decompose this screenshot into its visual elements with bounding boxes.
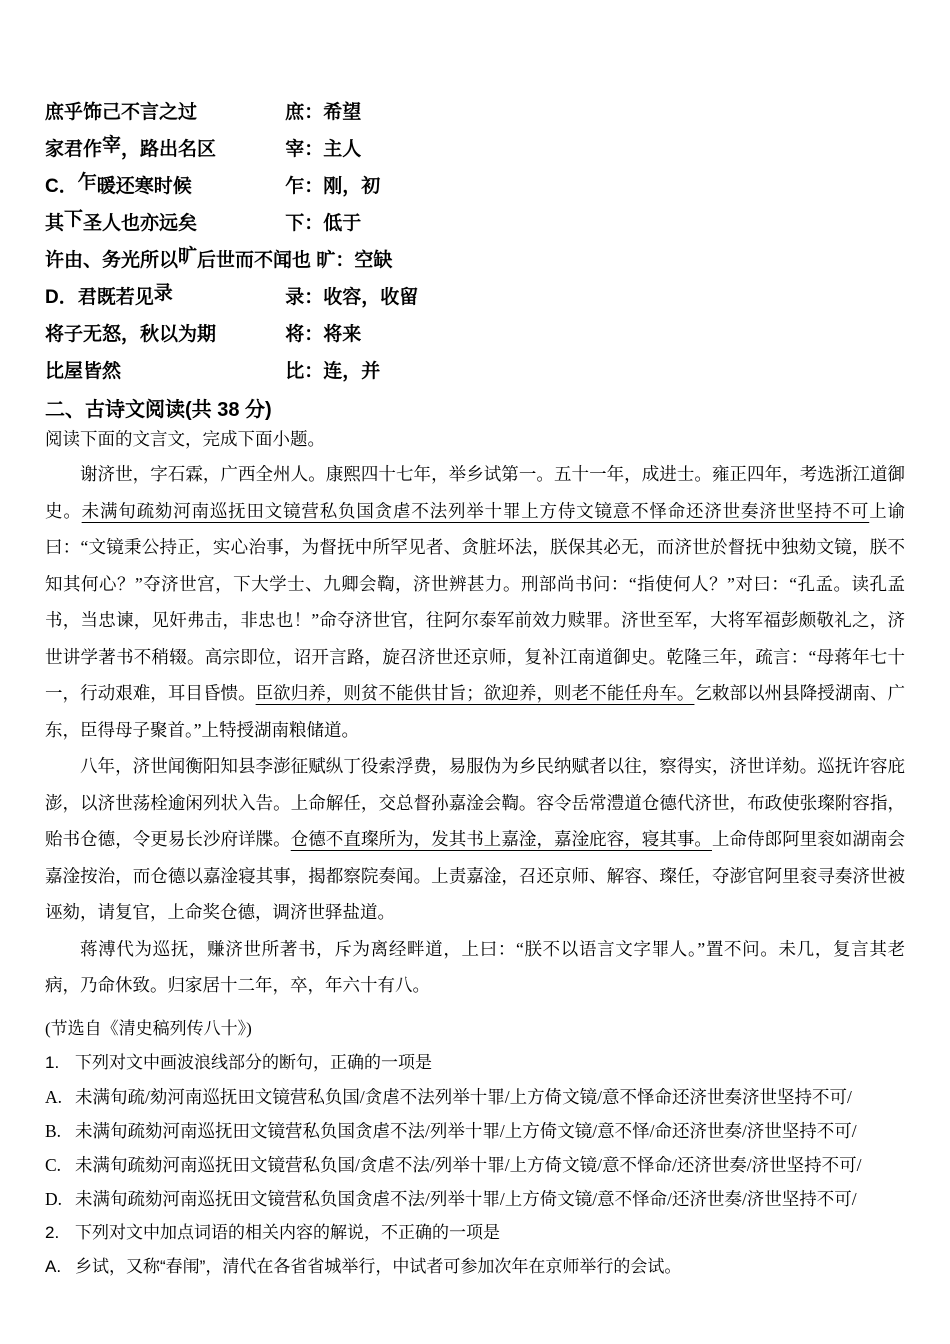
passage-segment: 八年，济世闻衡阳知县李澎征赋纵丁役索浮费，易服伪为乡民纳赋者以往，察得实，济世详劾。巡抚许容庇澎，以济世荡栓逾闲列状入告。上命解任，交总督孙嘉淦会鞫。容令岳常澧道仓德代济世，布政使张璨附容指，贻书仓德，令更易长沙府详牒。	[45, 756, 905, 849]
phrase-pre: D．君既若见	[45, 287, 154, 308]
passage-paragraph-1	[45, 456, 905, 748]
gloss-text: 旷：空缺	[316, 250, 393, 271]
option-label: B.	[45, 1120, 62, 1141]
phrase-pre: 比屋皆然	[45, 361, 122, 382]
phrase-keyword: 下	[64, 209, 84, 230]
underlined-passage-segment: 未满旬疏劾河南巡抚田文镜营私负国贪虐不法列举十罪上方侍文镜意不怿命还济世奏济世坚持不可	[81, 500, 870, 521]
option-label: D.	[45, 1188, 63, 1209]
phrase-post: 圣人也亦远矣	[83, 213, 198, 234]
section-heading: 二、古诗文阅读(共 38 分)	[45, 399, 272, 421]
option-text: 未满旬疏劾河南巡抚田文镜营私负国贪虐不法/列举十罪/上方倚文镜/意不怿命/还济世奏/济世坚持不可/	[75, 1188, 857, 1209]
phrase-post: 暖还寒时候	[96, 176, 192, 197]
option-text: 未满旬疏/劾河南巡抚田文镜营私负国/贪虐不法列举十罪/上方倚文镜/意不怿命还济世奏济世坚持不可/	[75, 1086, 852, 1107]
passage-source: (节选自《清史稿列传八十》)	[45, 1018, 252, 1038]
gloss-text: 比：连，并	[285, 361, 381, 382]
passage-segment: 上谕曰：“文镜秉公持正，实心治事，为督抚中所罕见者、贪脏坏法，朕保其必无，而济世於督抚中独劾文镜，朕不知其何心？”夺济世宫，下大学士、九卿会鞫，济世辨甚力。刑部尚书问：“指使何人？”对曰：“孔孟。读孔孟书，当忠谏，见奸弗击，非忠也！”命夺济世官，往阿尔泰军前效力赎罪。济世至军，大将军福彭颇敬礼之，济世讲学著书不稍辍。高宗即位，诏开言路，旋召济世还京师，复补江南道御史。乾隆三年，疏言：“母蒋年七十一，行动艰难，耳目昏愦。	[45, 500, 906, 703]
gloss-row	[45, 242, 905, 279]
gloss-row	[45, 94, 905, 131]
phrase-text	[45, 205, 280, 242]
phrase-post: 后世而不闻也	[197, 250, 312, 271]
underlined-passage-segment: 仓德不直璨所为，发其书上嘉淦，嘉淦庇容，寝其事。	[290, 829, 712, 849]
phrase-text	[45, 279, 280, 316]
option-label: C.	[45, 1154, 62, 1175]
question-1-stem	[45, 1046, 905, 1080]
phrase-pre: 庶乎饰己不言之过	[45, 102, 198, 123]
gloss-row	[45, 316, 905, 353]
question-stem-text: 下列对文中画波浪线部分的断句，正确的一项是	[75, 1052, 432, 1072]
phrase-text	[45, 131, 280, 168]
gloss-row	[45, 131, 905, 168]
phrase-post: ，路出名区	[121, 139, 217, 160]
passage-segment: 乞敕部以州县降授湖南、广东，臣得母子聚首。”上特授湖南粮储道。	[45, 683, 906, 740]
gloss-text: 将：将来	[285, 324, 362, 345]
gloss-text: 庶：希望	[285, 102, 362, 123]
section-intro: 阅读下面的文言文，完成下面小题。	[45, 429, 325, 449]
gloss-row	[45, 205, 905, 242]
passage-paragraph-2	[45, 748, 905, 931]
phrase-text	[45, 94, 280, 131]
underlined-passage-segment: 臣欲归养，则贫不能供甘旨；欲迎养，则老不能任舟车。	[255, 683, 695, 703]
gloss-text: 乍：刚，初	[285, 176, 381, 197]
option-label: A.	[45, 1086, 63, 1107]
question-1-option-a	[45, 1080, 905, 1114]
classical-passage	[45, 456, 905, 1004]
phrase-text	[45, 316, 280, 353]
phrase-pre: 许由、务光所以	[45, 250, 179, 271]
gloss-text: 宰：主人	[285, 139, 362, 160]
passage-segment: 蒋溥代为巡抚，赚济世所著书，斥为离经畔道，上曰：“朕不以语言文字罪人。”置不问。未几，复言其老病，乃命休致。归家居十二年，卒，年六十有八。	[45, 938, 905, 995]
gloss-row	[45, 353, 905, 390]
passage-segment: 谢济世，字石霖，广西全州人。康熙四十七年，举乡试第一。五十一年，成进士。雍正四年，考选浙江道御史。	[45, 464, 905, 521]
option-label: A.	[45, 1256, 62, 1276]
question-2-stem	[45, 1216, 905, 1250]
phrase-pre: 其	[45, 213, 65, 234]
gloss-row-option-c	[45, 168, 905, 205]
phrase-pre: 家君作	[45, 139, 103, 160]
gloss-text: 录：收容，收留	[285, 287, 419, 308]
option-text: 未满旬疏劾河南巡抚田文镜营私负国/贪虐不法/列举十罪/上方倚文镜/意不怿命/还济世奏/济世坚持不可/	[75, 1154, 862, 1175]
phrase-pre: C．	[45, 176, 78, 197]
gloss-options-block	[45, 94, 905, 390]
question-number: 1.	[45, 1052, 60, 1072]
question-number: 2.	[45, 1222, 60, 1242]
option-text: 乡试，又称“春闱”，清代在各省省城举行，中试者可参加次年在京师举行的会试。	[75, 1256, 682, 1276]
phrase-keyword: 旷	[178, 246, 198, 267]
question-2-option-a	[45, 1250, 905, 1284]
phrase-keyword: 乍	[77, 172, 97, 193]
question-1-option-c	[45, 1148, 905, 1182]
question-stem-text: 下列对文中加点词语的相关内容的解说，不正确的一项是	[75, 1222, 500, 1242]
gloss-text: 下：低于	[285, 213, 362, 234]
question-1-option-d	[45, 1182, 905, 1216]
phrase-pre: 将子无怒，秋以为期	[45, 324, 217, 345]
phrase-text	[45, 168, 280, 205]
passage-paragraph-3	[45, 931, 905, 1004]
passage-segment: 上命侍郎阿里衮如湖南会嘉淦按治，而仓德以嘉淦寝其事，揭都察院奏闻。上责嘉淦，召还京师、解容、璨任，夺澎官阿里衮寻奏济世被诬劾，请复官，上命奖仓德，调济世驿盐道。	[45, 829, 906, 922]
option-text: 未满旬疏劾河南巡抚田文镜营私负国贪虐不法/列举十罪/上方倚文镜/意不怿/命还济世奏/济世坚持不可/	[75, 1120, 857, 1141]
phrase-text	[45, 353, 280, 390]
question-1-option-b	[45, 1114, 905, 1148]
gloss-row-option-d	[45, 279, 905, 316]
phrase-text	[45, 242, 311, 279]
phrase-keyword: 宰	[102, 135, 122, 156]
phrase-keyword: 录	[153, 283, 173, 304]
